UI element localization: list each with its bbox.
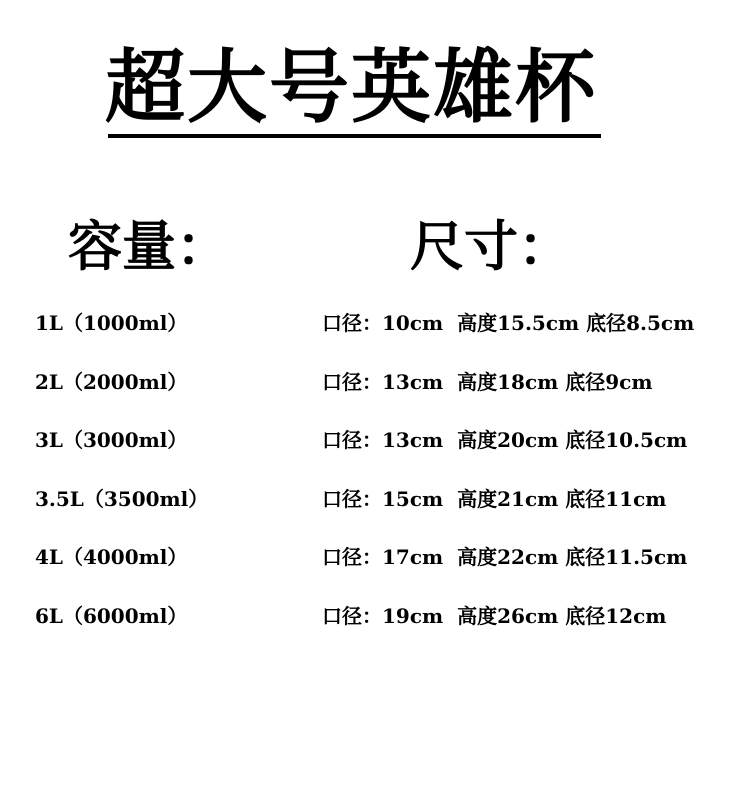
dimensions: [322, 593, 666, 639]
capacity-value: 2L（2000ml）: [35, 369, 188, 394]
spec-row: [0, 476, 750, 535]
capacity-value: 3L（3000ml）: [35, 428, 188, 452]
mouth-diameter: 口径：15cm: [322, 486, 444, 511]
mouth-diameter: 口径：13cm: [322, 428, 444, 452]
cup-height: 高度15.5cm: [457, 311, 580, 335]
spec-row: [0, 534, 750, 593]
cup-height: 高度26cm: [457, 603, 559, 628]
dimensions: [322, 300, 694, 346]
cup-height: 高度22cm: [457, 545, 559, 569]
capacity-value: 4L（4000ml）: [35, 545, 188, 569]
dimensions: [322, 534, 687, 580]
base-diameter: 底径10.5cm: [565, 428, 688, 452]
spec-list: [0, 300, 750, 651]
base-diameter: 底径11.5cm: [565, 545, 688, 569]
cup-height: 高度20cm: [457, 428, 559, 452]
page-title: 超大号英雄杯: [105, 41, 597, 134]
mouth-diameter: 口径：13cm: [322, 369, 444, 394]
spec-row: [0, 417, 750, 476]
dimensions: [322, 476, 666, 522]
spec-row: [0, 593, 750, 652]
base-diameter: 底径12cm: [565, 603, 667, 628]
cup-height: 高度21cm: [457, 486, 559, 511]
mouth-diameter: 口径：10cm: [322, 311, 444, 335]
mouth-diameter: 口径：19cm: [322, 603, 444, 628]
capacity-value: 6L（6000ml）: [35, 603, 188, 628]
spec-row: [0, 300, 750, 359]
size-heading: 尺寸：: [410, 215, 572, 278]
base-diameter: 底径11cm: [565, 486, 667, 511]
mouth-diameter: 口径：17cm: [322, 545, 444, 569]
base-diameter: 底径9cm: [565, 369, 653, 394]
cup-height: 高度18cm: [457, 369, 559, 394]
base-diameter: 底径8.5cm: [586, 311, 695, 335]
capacity-heading: 容量：: [68, 215, 230, 278]
spec-row: [0, 359, 750, 418]
title-underline: [108, 134, 601, 138]
capacity-value: 1L（1000ml）: [35, 311, 188, 335]
dimensions: [322, 417, 687, 463]
dimensions: [322, 359, 653, 405]
capacity-value: 3.5L（3500ml）: [35, 486, 209, 511]
